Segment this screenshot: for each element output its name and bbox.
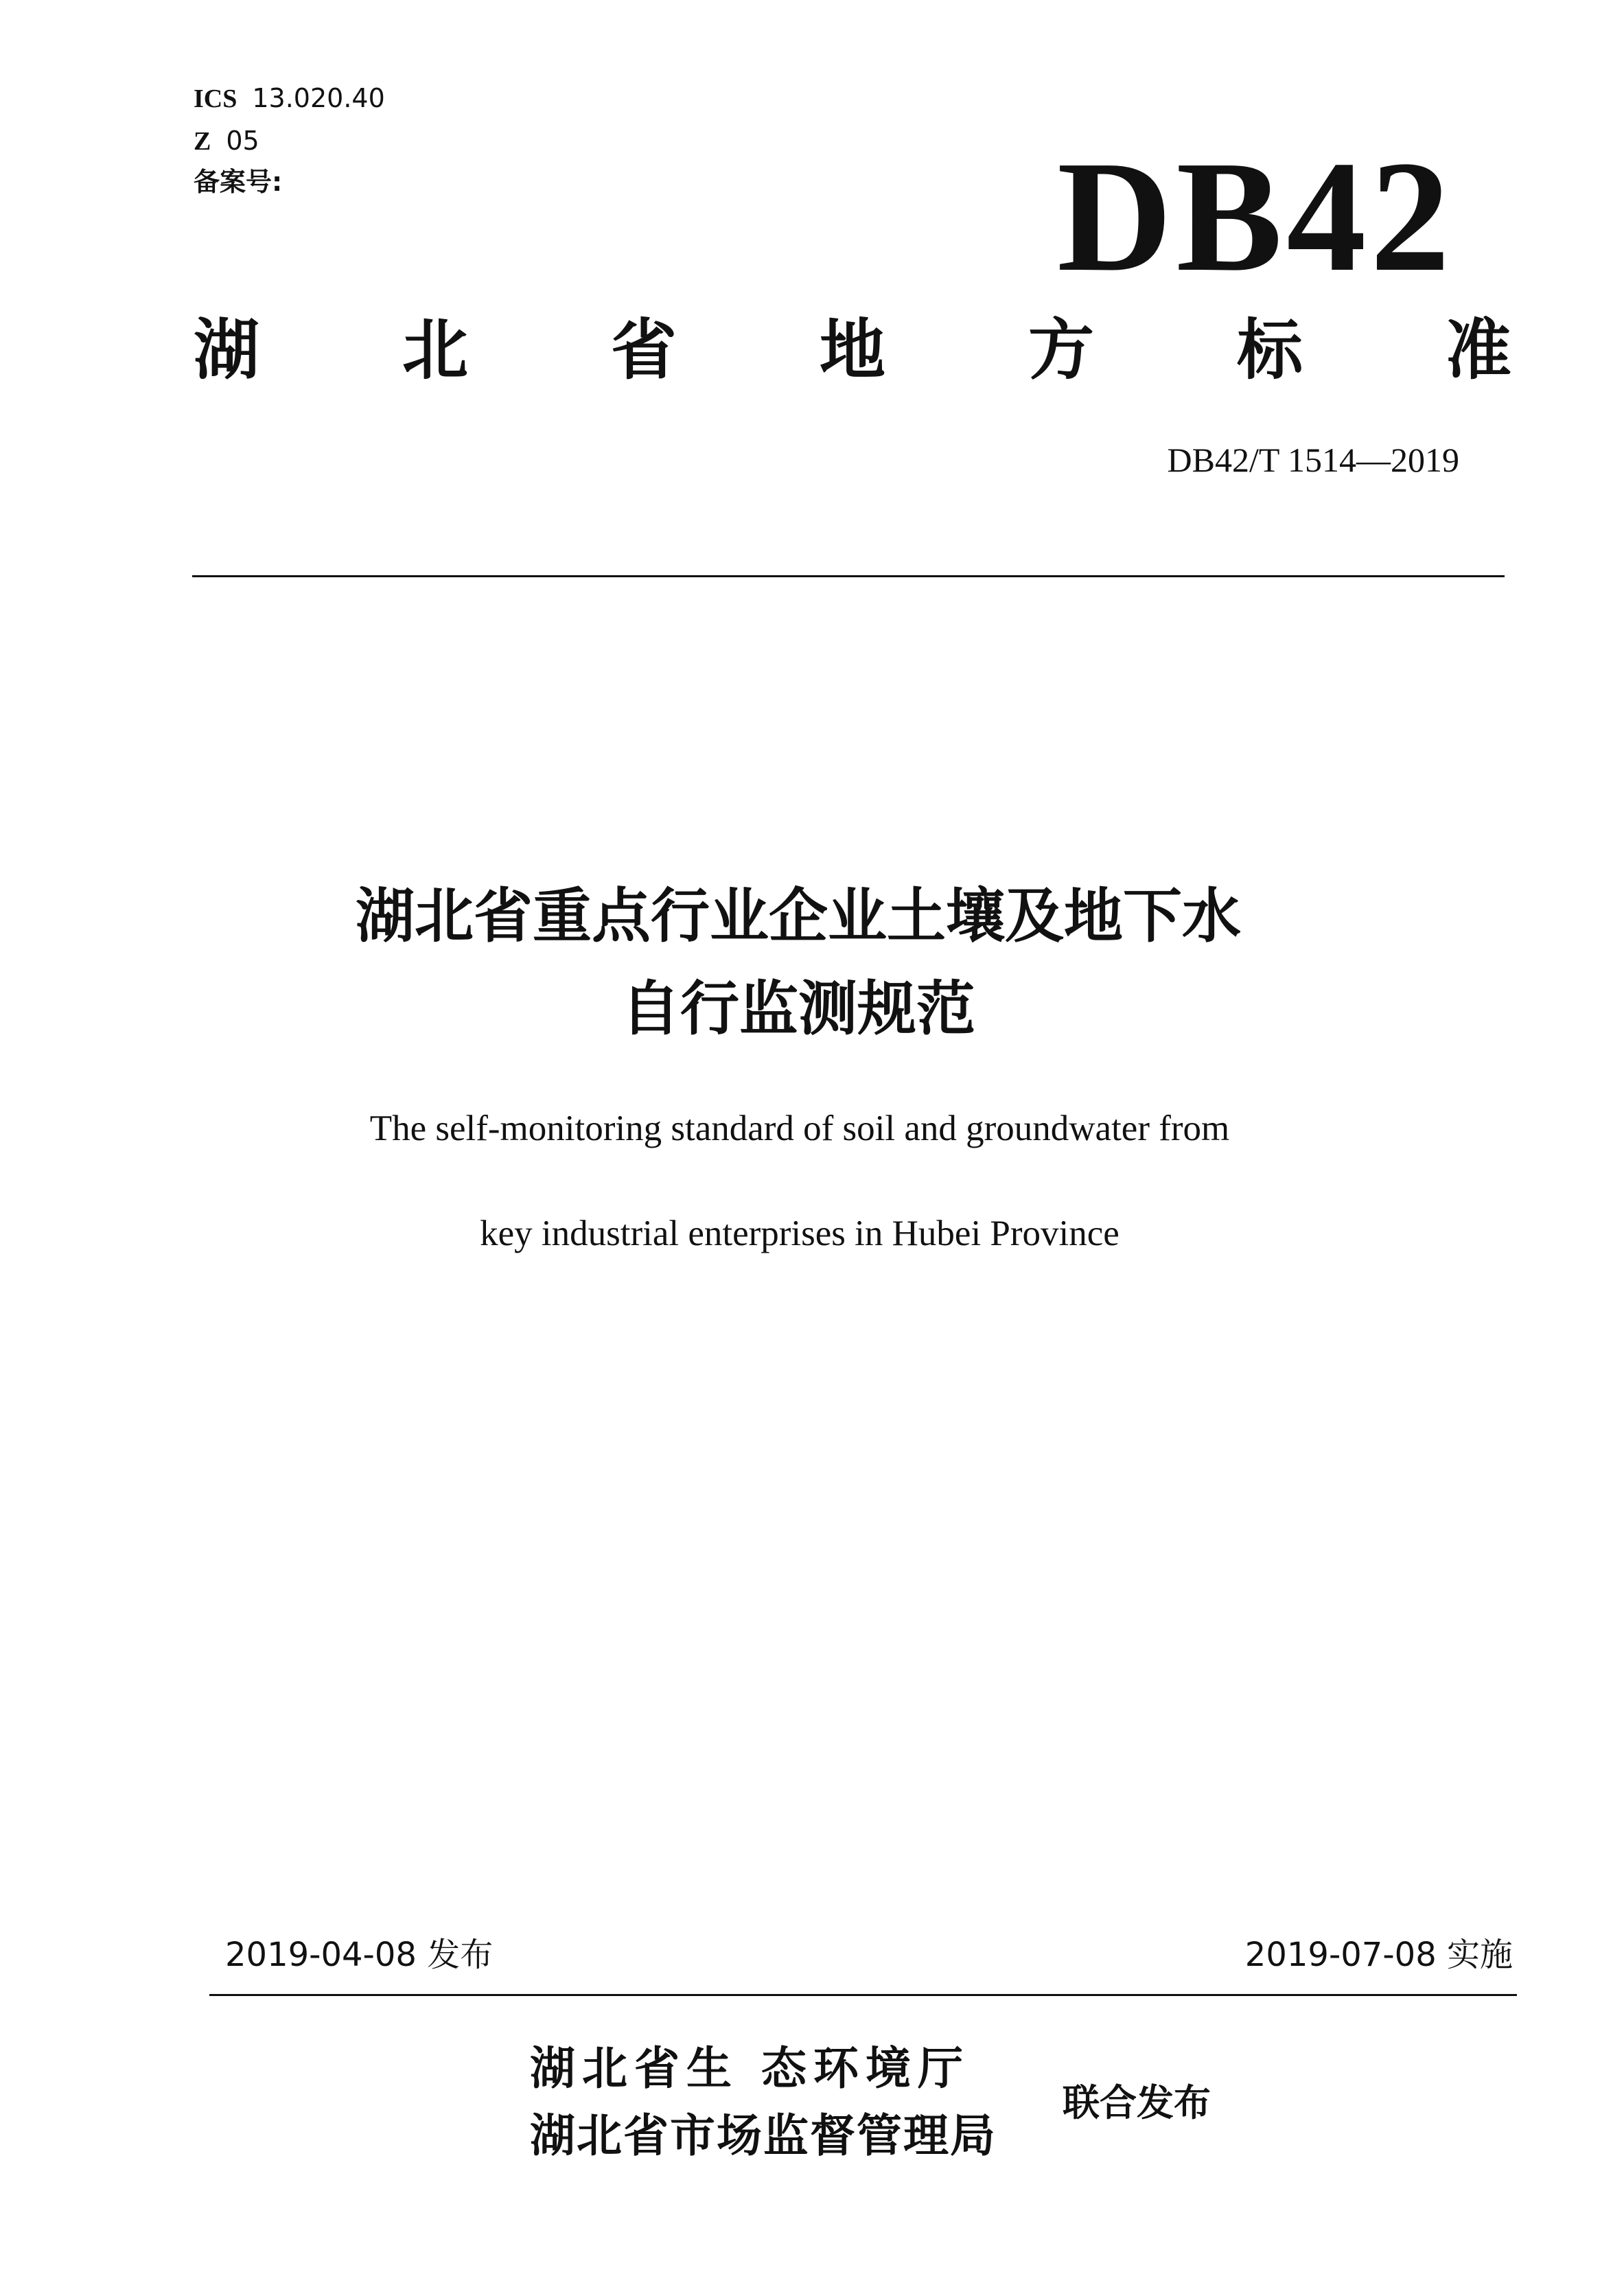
db42-logo: DB42 — [1057, 128, 1454, 305]
standard-type-char: 地 — [820, 312, 885, 389]
title-chinese-line-1: 湖北省重点行业企业土壤及地下水 — [356, 882, 1241, 951]
issuer-line-1: 湖北省生 态环境厅 — [530, 2042, 970, 2095]
ics-code — [194, 81, 385, 116]
ics-label: ICS — [194, 84, 237, 113]
top-divider — [192, 575, 1505, 577]
issue-date: 2019-04-08 发布 — [225, 1936, 494, 1974]
standard-type-char: 北 — [402, 312, 468, 389]
standard-type-char: 准 — [1446, 312, 1511, 389]
ics-value: 13.020.40 — [252, 83, 385, 113]
implementation-date: 2019-07-08 实施 — [1244, 1936, 1513, 1974]
record-number-label: 备案号: — [194, 167, 283, 197]
joint-issue-label: 联合发布 — [1063, 2081, 1211, 2124]
classification-label: Z — [194, 127, 211, 156]
standard-type-char: 标 — [1237, 312, 1303, 389]
title-english-line-2: key industrial enterprises in Hubei Province — [480, 1214, 1120, 1253]
title-english-line-1: The self-monitoring standard of soil and groundwater from — [369, 1109, 1230, 1148]
issuer-line-2: 湖北省市场监督管理局 — [530, 2109, 997, 2162]
title-chinese-line-2: 自行监测规范 — [621, 975, 975, 1043]
classification-code — [194, 124, 259, 159]
bottom-divider — [209, 1994, 1517, 1996]
standard-type-heading — [194, 312, 1511, 388]
classification-value: 05 — [226, 126, 259, 156]
standard-number: DB42/T 1514—2019 — [1167, 441, 1459, 479]
standard-type-char: 省 — [611, 312, 677, 389]
standard-type-char: 湖 — [194, 312, 259, 389]
standard-type-char: 方 — [1028, 312, 1094, 389]
